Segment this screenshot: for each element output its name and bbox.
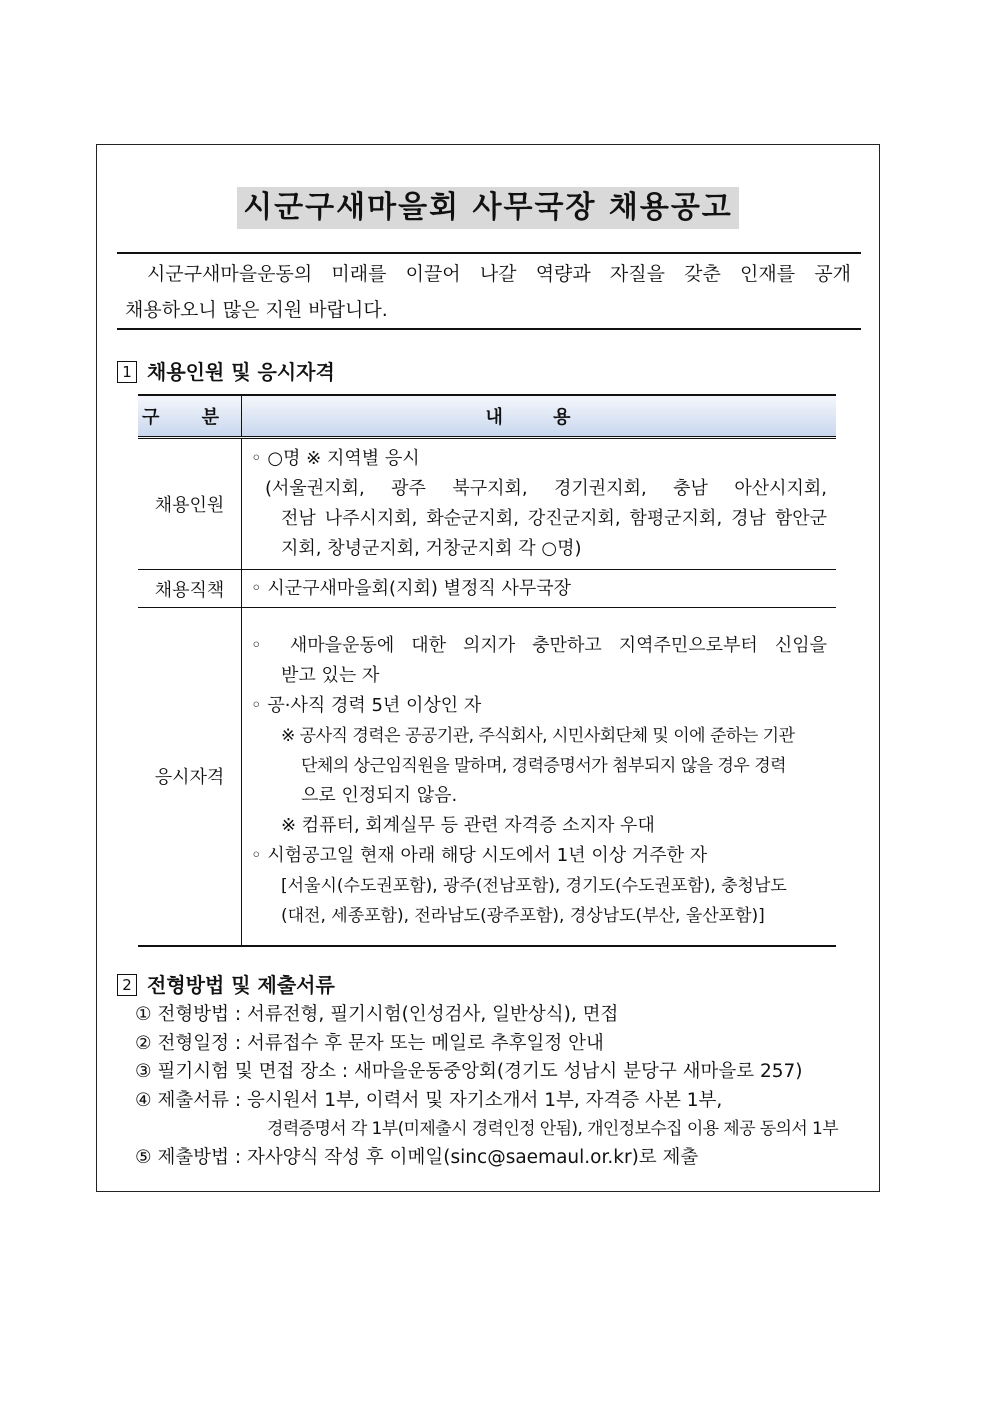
requirements-table [138, 394, 836, 947]
content-line: 받고 있는 자 [281, 665, 380, 687]
header-content: 내 용 [242, 395, 837, 438]
list-item: ④ 제출서류 : 응시원서 1부, 이력서 및 자기소개서 1부, 자격증 사본 1부, [135, 1089, 723, 1111]
list-item: ⑤ 제출방법 : 자사양식 작성 후 이메일(sinc@saemaul.or.kr)로 제출 [135, 1146, 699, 1168]
content-line: [서울시(수도권포함), 광주(전남포함), 경기도(수도권포함), 충청남도 [281, 876, 787, 897]
table-row [138, 570, 836, 608]
content-line: ◦ 시험공고일 현재 아래 해당 시도에서 1년 이상 거주한 자 [251, 845, 708, 867]
table-row [138, 438, 836, 570]
table-header-row [138, 395, 836, 438]
content-line: 지회, 창녕군지회, 거창군지회 각 ○명) [281, 538, 582, 559]
list-item: ② 전형일정 : 서류접수 후 문자 또는 메일로 추후일정 안내 [135, 1032, 604, 1054]
notice-frame [96, 144, 880, 1192]
content-line: ◦ ○명 ※ 지역별 응시 [251, 448, 420, 469]
section-2-title: 전형방법 및 제출서류 [147, 973, 335, 997]
row-content-qualification [242, 608, 837, 946]
intro-line-1: 시군구새마을운동의 미래를 이끌어 나갈 역량과 자질을 갖춘 인재를 공개 [147, 263, 851, 285]
list-item: ① 전형방법 : 서류전형, 필기시험(인성검사, 일반상식), 면접 [135, 1004, 619, 1025]
row-content-position [242, 570, 837, 608]
procedure-list [135, 1001, 838, 1172]
row-label-position: 채용직책 [138, 570, 242, 608]
page-title: 시군구새마을회 사무국장 채용공고 [237, 187, 739, 229]
content-line: (대전, 세종포함), 전라남도(광주포함), 경상남도(부산, 울산포함)] [281, 906, 765, 927]
list-item: ③ 필기시험 및 면접 장소 : 새마을운동중앙회(경기도 성남시 분당구 새마을로 257) [135, 1061, 803, 1082]
content-line: 전남 나주시지회, 화순군지회, 강진군지회, 함평군지회, 경남 함안군 [281, 508, 827, 529]
section-2-number: 2 [117, 974, 137, 996]
content-line: 단체의 상근임직원을 말하며, 경력증명서가 첨부되지 않을 경우 경력 [301, 756, 787, 777]
list-item-continuation: 경력증명서 각 1부(미제출시 경력인정 안됨), 개인정보수집 이용 제공 동의서 1부 [267, 1119, 839, 1139]
content-line: ※ 컴퓨터, 회계실무 등 관련 자격증 소지자 우대 [281, 815, 655, 837]
row-label-qualification: 응시자격 [138, 608, 242, 946]
row-label-headcount: 채용인원 [138, 438, 242, 570]
section-1-title: 채용인원 및 응시자격 [147, 360, 335, 384]
content-line: ◦ 시군구새마을회(지회) 별정직 사무국장 [251, 577, 572, 599]
row-content-headcount [242, 438, 837, 570]
section-1-number: 1 [117, 361, 137, 383]
content-line: ※ 공사직 경력은 공공기관, 주식회사, 시민사회단체 및 이에 준하는 기관 [281, 726, 795, 747]
table-row [138, 608, 836, 946]
intro-box [117, 252, 861, 330]
intro-line-2: 채용하오니 많은 지원 바랍니다. [125, 299, 388, 321]
content-line: 으로 인정되지 않음. [301, 785, 458, 807]
content-line: (서울권지회, 광주 북구지회, 경기권지회, 충남 아산시지회, [265, 478, 827, 499]
section-1-heading [117, 358, 335, 386]
section-2-heading [117, 971, 335, 999]
header-category: 구 분 [138, 395, 242, 438]
content-line: ◦ 새마을운동에 대한 의지가 충만하고 지역주민으로부터 신임을 [251, 635, 827, 657]
content-line: ◦ 공·사직 경력 5년 이상인 자 [251, 695, 482, 717]
